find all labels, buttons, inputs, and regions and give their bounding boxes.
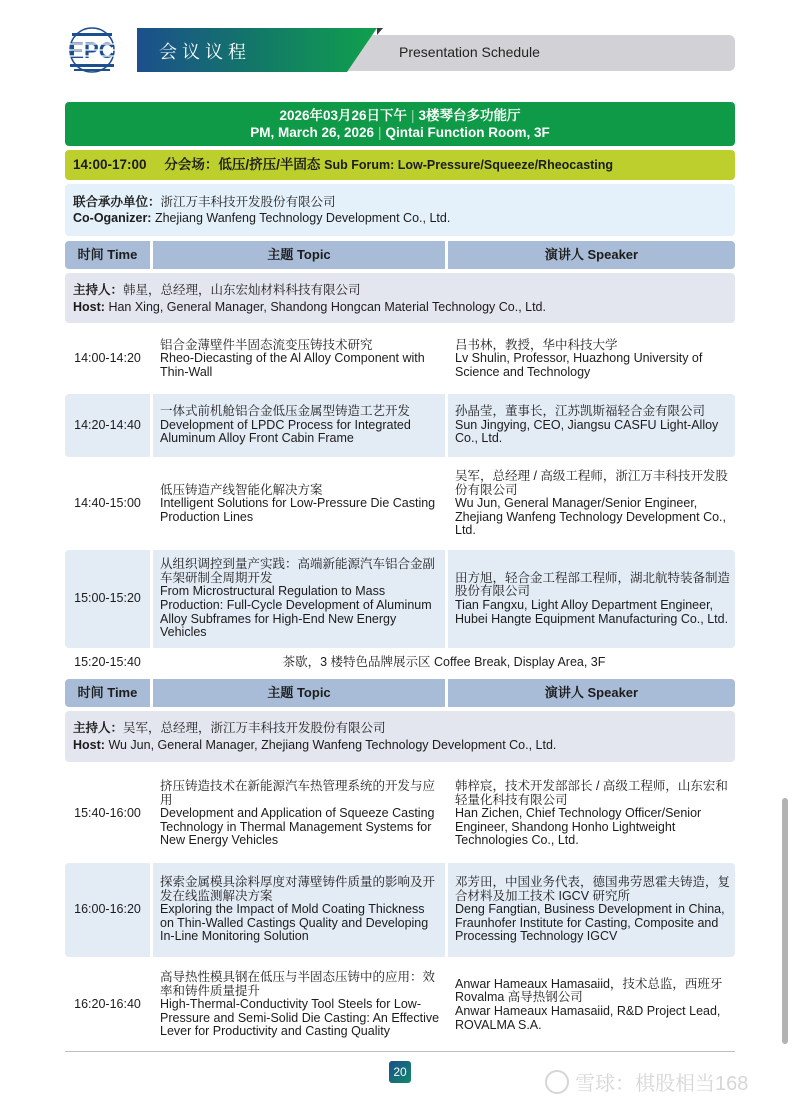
host-label-cn: 主持人：: [73, 283, 124, 297]
host-label-en: Host:: [73, 300, 105, 314]
speaker-cn: Anwar Hameaux Hamasaiid，技术总监，西班牙 Rovalma 高导热钢公司: [455, 976, 723, 1005]
speaker-en: Deng Fangtian, Business Development in China, Fraunhofer Institute for Casting, Composite and Processing Technology IGCV: [455, 902, 725, 944]
row-speaker: [448, 768, 735, 860]
host-label-cn: 主持人：: [73, 721, 124, 735]
speaker-cn: 孙晶莹，董事长，江苏凯斯福轻合金有限公司: [455, 404, 706, 419]
break-text: 茶歇，3 楼特色品牌展示区 Coffee Break, Display Area, 3F: [282, 655, 606, 669]
row-time: 16:20-16:40: [74, 997, 141, 1012]
forum-time: 14:00-17:00: [73, 157, 147, 172]
page-title-en: Presentation Schedule: [399, 44, 540, 60]
row-topic: [153, 328, 445, 390]
table-row: [65, 461, 735, 547]
topic-cn: 挤压铸造技术在新能源汽车热管理系统的开发与应用: [160, 779, 436, 807]
row-time: 14:40-15:00: [74, 496, 141, 511]
speaker-cn: 吕书林，教授，华中科技大学: [455, 337, 618, 352]
topic-en: Intelligent Solutions for Low-Pressure Die Casting Production Lines: [160, 496, 436, 524]
forum-title-en: Sub Forum: Low-Pressure/Squeeze/Rheocasting: [324, 158, 614, 172]
topic-en: From Microstructural Regulation to Mass Production: Full-Cycle Development of Aluminum Alloy Subframes for High-End New Energy Vehicles: [160, 584, 432, 640]
separator: |: [411, 108, 415, 123]
host-value-en: Han Xing, General Manager, Shandong Hongcan Material Technology Co., Ltd.: [108, 300, 546, 314]
footer-divider: [65, 1051, 735, 1052]
row-topic: [153, 550, 445, 648]
session-venue-cn: 3楼琴台多功能厅: [418, 108, 521, 123]
host-value-en: Wu Jun, General Manager, Zhejiang Wanfeng Technology Development Co., Ltd.: [108, 738, 557, 752]
column-header-time: 时间 Time: [65, 679, 150, 707]
table-row: [65, 863, 735, 957]
svg-text:EPC: EPC: [69, 38, 115, 63]
session-line-cn: [65, 107, 735, 124]
row-speaker: [448, 394, 735, 457]
row-speaker: [448, 863, 735, 957]
topic-en: Rheo-Diecasting of the Al Alloy Component with Thin-Wall: [160, 351, 425, 379]
speaker-en: Anwar Hameaux Hamasaiid, R&D Project Lead, ROVALMA S.A.: [455, 1004, 721, 1032]
table-row: [65, 961, 735, 1049]
column-header-topic: 主题 Topic: [153, 241, 445, 269]
watermark: [545, 1067, 748, 1096]
row-speaker: [448, 461, 735, 547]
table-row: [65, 328, 735, 390]
speaker-cn: 邓芳田，中国业务代表，德国弗劳恩霍夫铸造，复合材料及加工技术 IGCV 研究所: [455, 875, 731, 903]
snowball-logo-icon: [545, 1070, 569, 1094]
sub-forum-bar: [65, 150, 735, 180]
forum-title-cn: 分会场：低压/挤压/半固态: [164, 157, 321, 172]
break-time: 15:20-15:40: [74, 655, 141, 669]
speaker-cn: 韩梓宸，技术开发部部长 / 高级工程师，山东宏和轻量化科技有限公司: [455, 779, 728, 807]
column-header-time: 时间 Time: [65, 241, 150, 269]
row-topic: [153, 461, 445, 547]
row-time: 15:00-15:20: [65, 550, 150, 648]
topic-en: Exploring the Impact of Mold Coating Thickness on Thin-Walled Castings Quality and Developing In-Line Monitoring Solution: [160, 902, 429, 944]
session-line-en: [65, 124, 735, 141]
table-row: [65, 550, 735, 648]
scrollbar[interactable]: [782, 798, 788, 1044]
co-organizer-box: [65, 184, 735, 236]
co-organizer-value-en: Zhejiang Wanfeng Technology Development Co., Ltd.: [154, 211, 451, 225]
topic-cn: 低压铸造产线智能化解决方案: [160, 482, 323, 497]
column-header-speaker: 演讲人 Speaker: [448, 679, 735, 707]
row-topic: [153, 768, 445, 860]
speaker-en: Sun Jingying, CEO, Jiangsu CASFU Light-Alloy Co., Ltd.: [455, 417, 719, 446]
session-date-bar: [65, 102, 735, 146]
topic-cn: 一体式前机舱铝合金低压金属型铸造工艺开发: [160, 404, 411, 419]
column-header-topic: 主题 Topic: [153, 679, 445, 707]
session-date-cn: 2026年03月26日下午: [279, 108, 408, 123]
host-value-cn: 韩星，总经理，山东宏灿材料科技有限公司: [123, 283, 361, 297]
speaker-en: Tian Fangxu, Light Alloy Department Engineer, Hubei Hangte Equipment Manufacturing Co., Ltd.: [455, 598, 729, 626]
topic-cn: 铝合金薄壁件半固态流变压铸技术研究: [160, 337, 373, 352]
host-label-en: Host:: [73, 738, 105, 752]
epc-logo: [64, 26, 120, 74]
watermark-text: 雪球：棋股相当168: [575, 1073, 749, 1095]
table-row: [65, 768, 735, 860]
table-header: [65, 241, 735, 269]
session-venue-en: Qintai Function Room, 3F: [385, 125, 550, 140]
speaker-cn: 吴军，总经理 / 高级工程师，浙江万丰科技开发股份有限公司: [455, 469, 728, 497]
row-time: 14:20-14:40: [65, 394, 150, 457]
speaker-en: Lv Shulin, Professor, Huazhong University of Science and Technology: [455, 351, 703, 379]
column-header-speaker: 演讲人 Speaker: [448, 241, 735, 269]
topic-en: High-Thermal-Conductivity Tool Steels for Low-Pressure and Semi-Solid Die Casting: An Effective Lever for Productivity and Casting Quality: [160, 997, 440, 1039]
row-speaker: [448, 328, 735, 390]
header-banner: [137, 28, 735, 72]
topic-en: Development of LPDC Process for Integrated Aluminum Alloy Front Cabin Frame: [160, 417, 411, 446]
speaker-en: Wu Jun, General Manager/Senior Engineer, Zhejiang Wanfeng Technology Development Co., Ltd.: [455, 496, 726, 538]
host-box: [65, 711, 735, 762]
co-organizer-value-cn: 浙江万丰科技开发股份有限公司: [160, 195, 336, 209]
session-date-en: PM, March 26, 2026: [250, 125, 375, 140]
table-header: [65, 679, 735, 707]
page-number: 20: [389, 1061, 411, 1083]
host-box: [65, 273, 735, 323]
row-topic: [153, 863, 445, 957]
row-time: 15:40-16:00: [74, 806, 141, 821]
co-organizer-label-cn: 联合承办单位：: [73, 195, 161, 209]
host-value-cn: 吴军，总经理，浙江万丰科技开发股份有限公司: [123, 721, 386, 735]
row-topic: [153, 961, 445, 1049]
coffee-break-row: [65, 651, 735, 673]
row-time: 14:00-14:20: [74, 351, 141, 366]
table-row: [65, 394, 735, 457]
co-organizer-label-en: Co-Oganizer:: [73, 211, 152, 225]
row-speaker: [448, 961, 735, 1049]
row-time: 16:00-16:20: [65, 863, 150, 957]
row-topic: [153, 394, 445, 457]
page-title-cn: 会议议程: [159, 42, 251, 62]
topic-cn: 探索金属模具涂料厚度对薄壁铸件质量的影响及开发在线监测解决方案: [160, 875, 436, 903]
banner-notch: [377, 28, 383, 35]
row-speaker: [448, 550, 735, 648]
speaker-en: Han Zichen, Chief Technology Officer/Senior Engineer, Shandong Honho Lightweight Technologies Co., Ltd.: [455, 806, 702, 848]
topic-cn: 高导热性模具钢在低压与半固态压铸中的应用：效率和铸件质量提升: [160, 970, 436, 998]
topic-en: Development and Application of Squeeze Casting Technology in Thermal Management Systems for New Energy Vehicles: [160, 806, 435, 848]
topic-cn: 从组织调控到量产实践：高端新能源汽车铝合金副车架研制全周期开发: [160, 557, 436, 585]
separator: |: [378, 125, 382, 140]
speaker-cn: 田方旭，轻合金工程部工程师，湖北航特装备制造股份有限公司: [455, 570, 731, 599]
